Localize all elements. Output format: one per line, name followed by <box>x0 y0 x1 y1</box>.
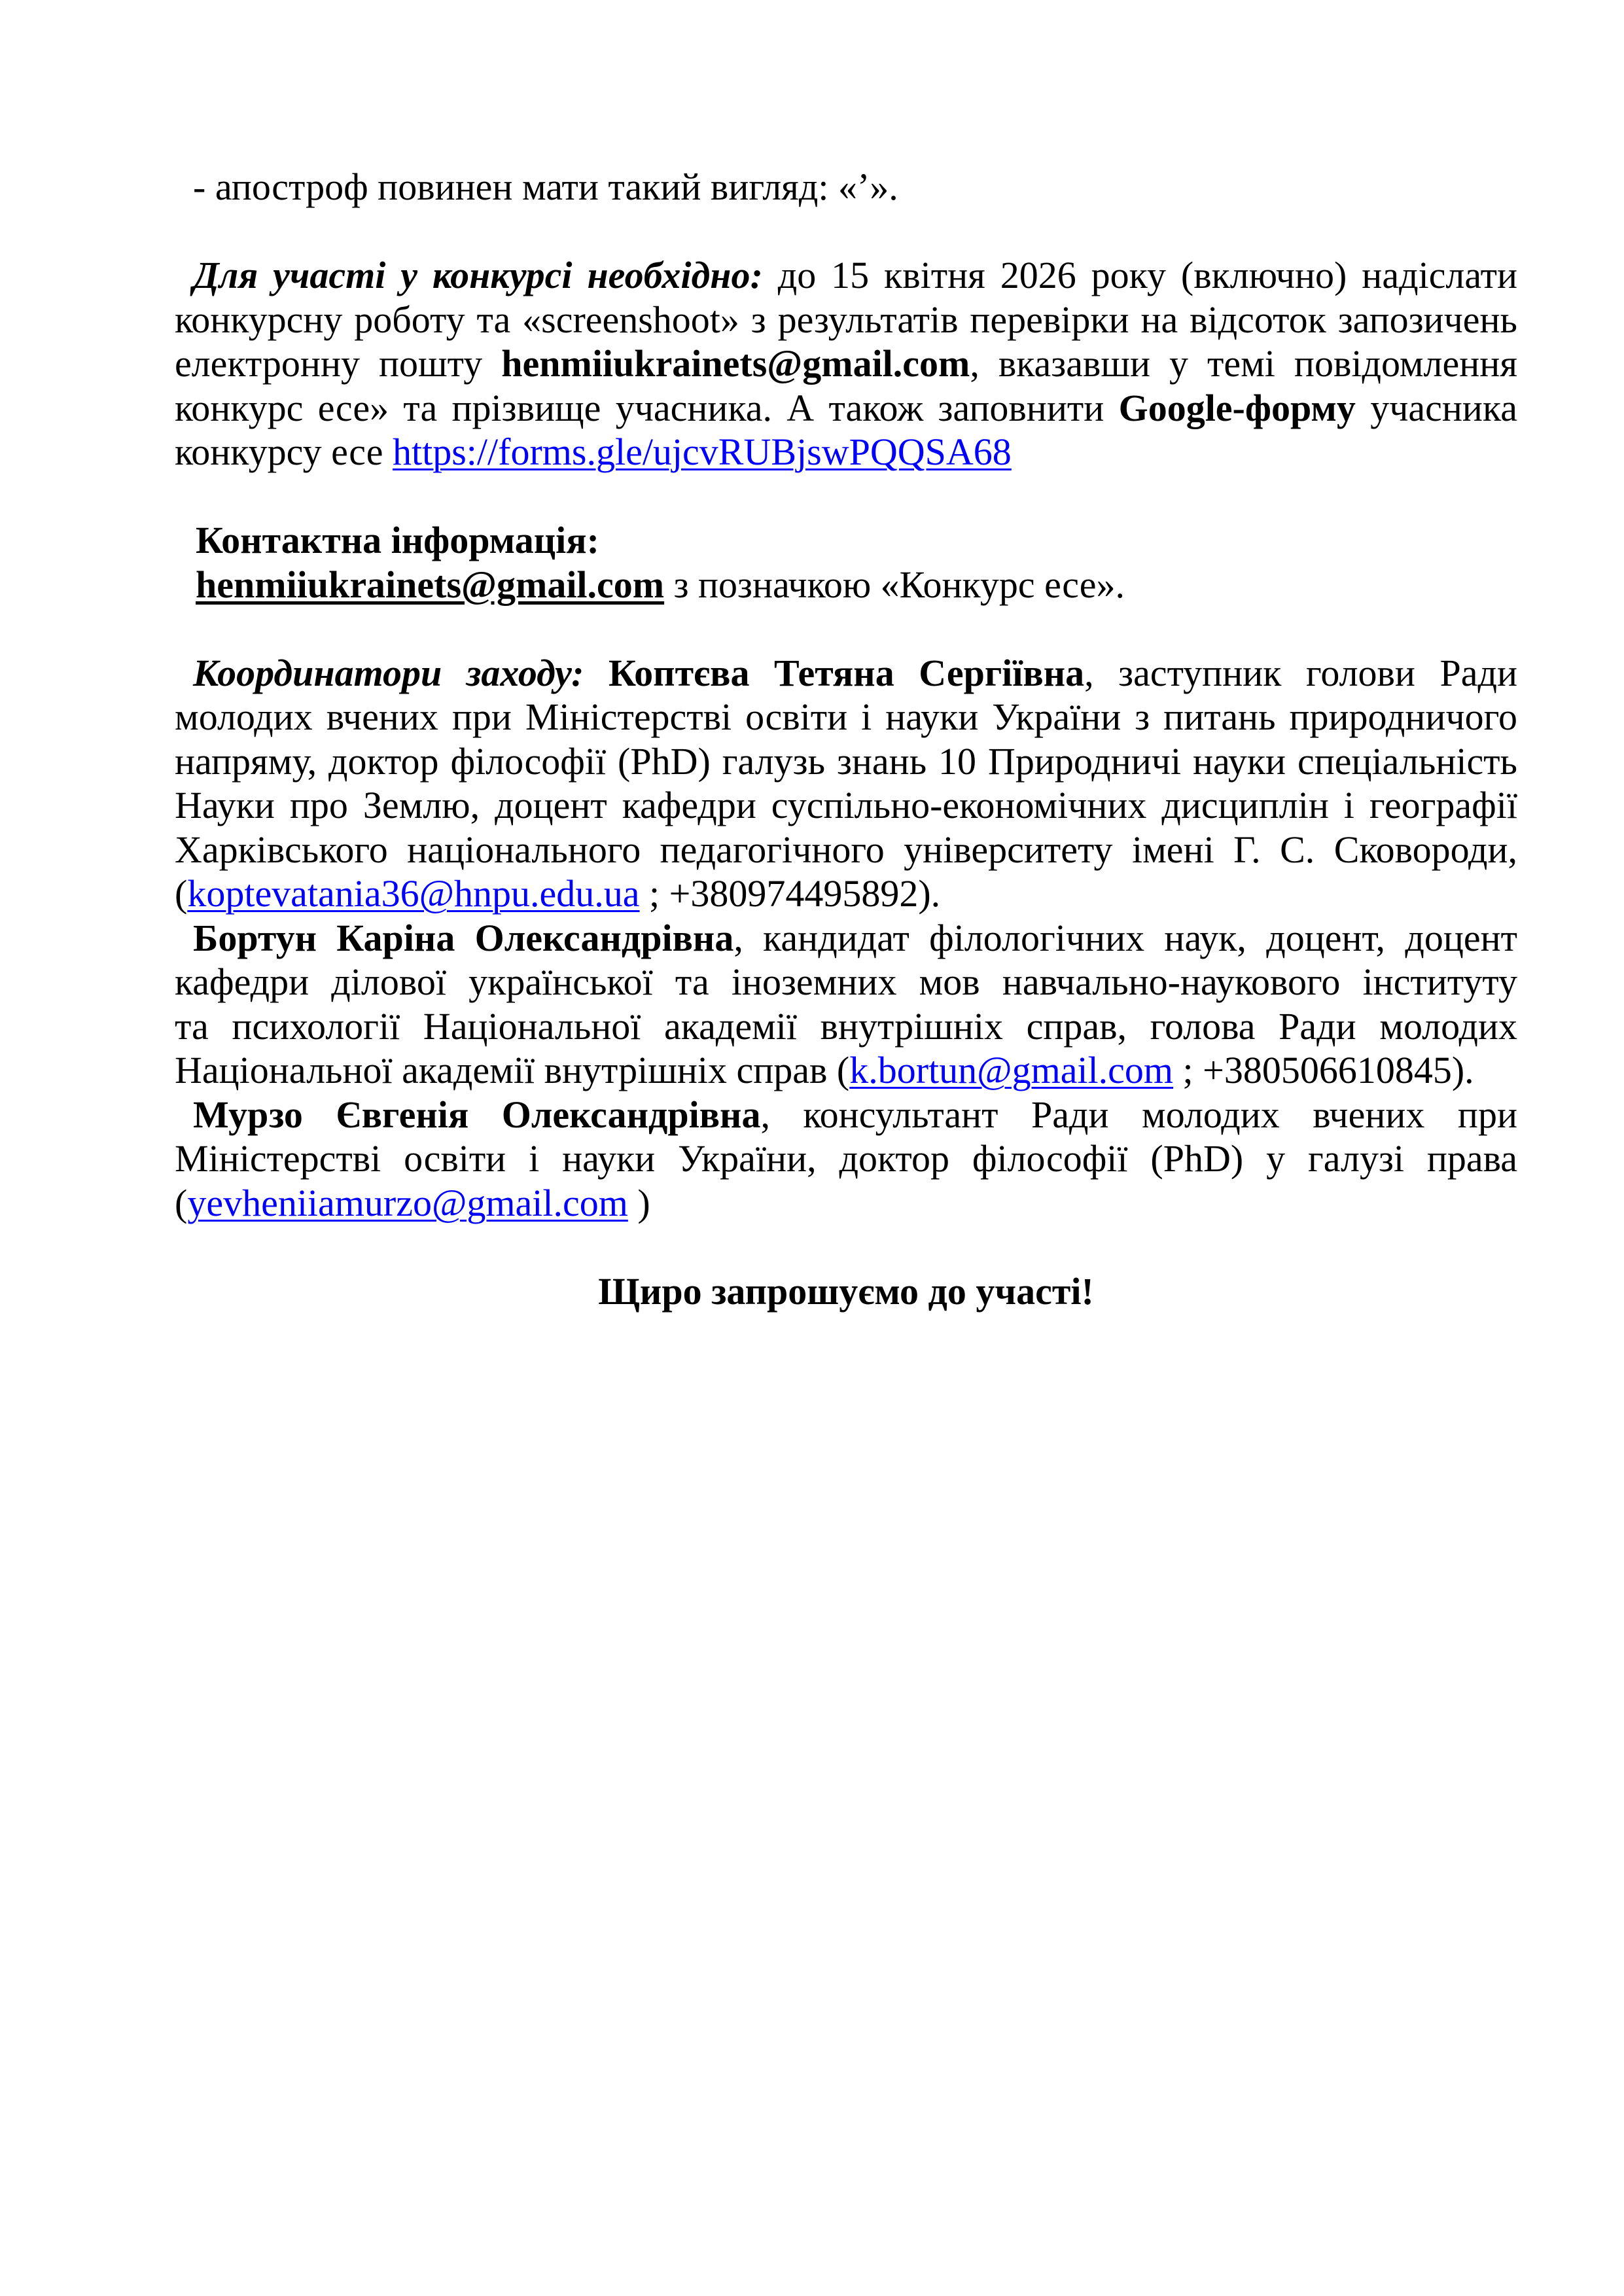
paragraph-line <box>175 342 1517 386</box>
paragraph-line <box>175 1004 1517 1049</box>
coordinator-koptieva <box>175 651 1517 916</box>
coordinator-text: ) <box>627 1181 650 1224</box>
paragraph-line <box>175 1181 1517 1226</box>
participation-paragraph <box>175 253 1517 474</box>
contact-note: з позначкою «Конкурс есе». <box>664 563 1125 606</box>
paragraph-line <box>175 1137 1517 1181</box>
participation-text: електронну пошту <box>175 342 502 385</box>
coordinator-phone: ; +380974495892). <box>639 872 941 915</box>
participation-deadline-text: до 15 квітня 2026 року (включно) надіслати <box>762 254 1517 296</box>
document-body <box>175 165 1517 1313</box>
participation-text: учасника <box>1355 386 1517 429</box>
closing-invitation: Щиро запрошуємо до участі! <box>598 1269 1094 1313</box>
coordinator-text: ( <box>175 872 188 915</box>
paragraph-line <box>175 783 1517 828</box>
contact-heading: Контактна інформація: <box>196 519 599 561</box>
spacer <box>175 607 1517 651</box>
coordinator-email-link[interactable]: yevheniiamurzo@gmail.com <box>187 1181 628 1224</box>
spacer <box>175 474 1517 519</box>
google-form-label: Google-форму <box>1118 386 1356 429</box>
participation-text: конкурсну роботу та «screenshoot» з результатів перевірки на відсоток запозичень <box>175 298 1517 341</box>
apostrophe-note-text: - апостроф повинен мати такий вигляд: «’». <box>193 166 898 208</box>
google-form-link[interactable]: https://forms.gle/ujcvRUBjswPQQSA68 <box>393 431 1012 473</box>
coordinator-phone: ; +380506610845). <box>1173 1049 1474 1091</box>
paragraph-line <box>175 298 1517 342</box>
paragraph-line <box>175 828 1517 872</box>
paragraph-line <box>175 386 1517 431</box>
coordinator-text: Національної академії внутрішніх справ ( <box>175 1049 850 1091</box>
coordinator-name: Мурзо Євгенія Олександрівна <box>193 1093 761 1136</box>
paragraph-line <box>175 872 1517 916</box>
participation-text: конкурсу есе <box>175 431 393 473</box>
paragraph-line <box>175 651 1517 696</box>
paragraph-line <box>175 916 1517 961</box>
coordinators-lead: Координатори заходу: <box>193 651 584 694</box>
paragraph-line <box>175 1093 1517 1137</box>
coordinator-text: , кандидат філологічних наук, доцент, доцент <box>733 916 1517 959</box>
paragraph-line <box>175 739 1517 784</box>
coordinator-text: та психології Національної академії внутрішніх справ, голова Ради молодих <box>175 1004 1517 1048</box>
participation-text: конкурс есе» та прізвище учасника. А також заповнити <box>175 386 1119 429</box>
coordinator-text: напряму, доктор філософії (PhD) галузь знань 10 Природничі науки спеціальність <box>175 739 1517 783</box>
coordinator-text: молодих вчених при Міністерстві освіти і науки України з питань природничого <box>175 696 1517 738</box>
contact-email-line <box>175 563 1517 607</box>
paragraph-line <box>175 1048 1517 1093</box>
coordinator-email-link[interactable]: k.bortun@gmail.com <box>849 1049 1174 1091</box>
apostrophe-note <box>175 165 1517 209</box>
contact-heading-line <box>175 518 1517 563</box>
participation-text: , вказавши у темі повідомлення <box>970 342 1517 385</box>
coordinator-name: Коптєва Тетяна Сергіївна <box>608 651 1085 694</box>
spacer <box>175 209 1517 254</box>
coordinator-text: ( <box>175 1181 188 1224</box>
contact-section <box>175 518 1517 607</box>
coordinator-text: Харківського національного педагогічного університету імені Г. С. Сковороди, <box>175 828 1517 871</box>
coordinator-text: кафедри ділової української та іноземних мов навчально-наукового інституту <box>175 961 1517 1003</box>
closing-line <box>175 1269 1517 1314</box>
coordinator-text: Науки про Землю, доцент кафедри суспільно-економічних дисциплін і географії <box>175 784 1517 826</box>
paragraph-line <box>175 695 1517 739</box>
participation-lead: Для участі у конкурсі необхідно: <box>193 254 763 296</box>
paragraph-line <box>175 253 1517 298</box>
coordinator-text: Міністерстві освіти і науки України, доктор філософії (PhD) у галузі права <box>175 1137 1517 1180</box>
coordinator-text: , заступник голови Ради <box>1084 651 1517 694</box>
coordinator-email-link[interactable]: koptevatania36@hnpu.edu.ua <box>187 872 640 915</box>
paragraph-line <box>175 960 1517 1004</box>
submission-email[interactable]: henmiiukrainets@gmail.com <box>501 342 970 385</box>
paragraph-line <box>175 430 1517 474</box>
coordinator-text: , консультант Ради молодих вчених при <box>760 1093 1517 1136</box>
spacer <box>175 1225 1517 1269</box>
contact-email-link[interactable]: henmiiukrainets@gmail.com <box>196 563 665 606</box>
coordinator-bortun <box>175 916 1517 1093</box>
coordinator-murzo <box>175 1093 1517 1226</box>
coordinator-name: Бортун Каріна Олександрівна <box>193 916 734 959</box>
